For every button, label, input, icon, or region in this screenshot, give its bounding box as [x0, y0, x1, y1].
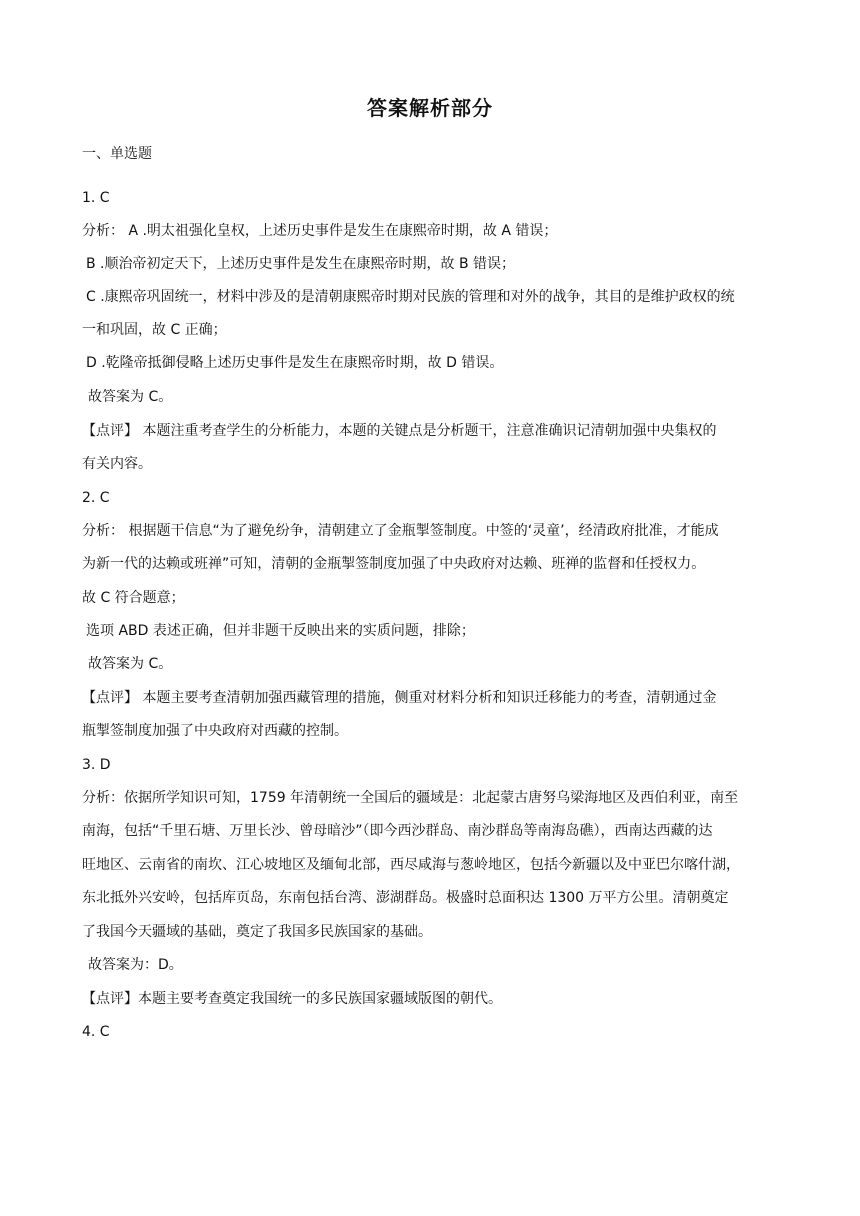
answer-line: 故答案为 C。: [88, 656, 173, 672]
analysis-line: 故 C 符合题意；: [82, 590, 185, 606]
analysis-line: 一和巩固，故 C 正确；: [82, 322, 227, 338]
analysis-line: 分析： A .明太祖强化皇权，上述历史事件是发生在康熙帝时期，故 A 错误；: [82, 223, 558, 239]
analysis-line: 为新一代的达赖或班禅”可知，清朝的金瓶掣签制度加强了中央政府对达赖、班禅的监督和任授权力。: [82, 556, 706, 572]
comment-line: 【点评】 本题注重考查学生的分析能力，本题的关键点是分析题干，注意准确识记清朝加强中央集权的: [82, 423, 717, 439]
analysis-line: 了我国今天疆域的基础，奠定了我国多民族国家的基础。: [82, 924, 432, 940]
analysis-line: 南海，包括“千里石塘、万里长沙、曾母暗沙”（即今西沙群岛、南沙群岛等南海岛礁），西南达西藏的达: [82, 823, 713, 839]
analysis-line: C .康熙帝巩固统一，材料中涉及的是清朝康熙帝时期对民族的管理和对外的战争，其目的是维护政权的统: [86, 289, 735, 305]
comment-line: 瓶掣签制度加强了中央政府对西藏的控制。: [82, 723, 348, 739]
comment-line: 【点评】本题主要考查奠定我国统一的多民族国家疆域版图的朝代。: [82, 991, 502, 1007]
analysis-line: B .顺治帝初定天下，上述历史事件是发生在康熙帝时期，故 B 错误；: [86, 256, 516, 272]
answer-number: 3. D: [82, 757, 111, 773]
answer-number: 4. C: [82, 1024, 110, 1040]
analysis-line: 分析： 根据题干信息“为了避免纷争，清朝建立了金瓶掣签制度。中签的‘灵童’，经清政府批准，才能成: [82, 523, 719, 539]
analysis-line: 旺地区、云南省的南坎、江心坡地区及缅甸北部，西尽咸海与葱岭地区，包括今新疆以及中亚巴尔喀什湖，: [82, 857, 740, 873]
answer-number: 1. C: [82, 190, 110, 206]
analysis-line: D .乾隆帝抵御侵略上述历史事件是发生在康熙帝时期，故 D 错误。: [86, 355, 504, 371]
section-heading: 一、单选题: [82, 146, 152, 162]
answer-number: 2. C: [82, 490, 110, 506]
page-title: 答案解析部分: [367, 96, 493, 120]
analysis-line: 分析：依据所学知识可知，1759 年清朝统一全国后的疆域是：北起蒙古唐努乌梁海地区及西伯利亚，南至: [82, 790, 739, 806]
analysis-line: 选项 ABD 表述正确，但并非题干反映出来的实质问题，排除；: [86, 623, 475, 639]
comment-line: 【点评】 本题主要考查清朝加强西藏管理的措施，侧重对材料分析和知识迁移能力的考查，清朝通过金: [82, 690, 717, 706]
answer-line: 故答案为：D。: [88, 957, 183, 973]
analysis-line: 东北抵外兴安岭，包括库页岛，东南包括台湾、澎湖群岛。极盛时总面积达 1300 万平方公里。清朝奠定: [82, 890, 729, 906]
comment-line: 有关内容。: [82, 456, 152, 472]
answer-line: 故答案为 C。: [88, 389, 173, 405]
